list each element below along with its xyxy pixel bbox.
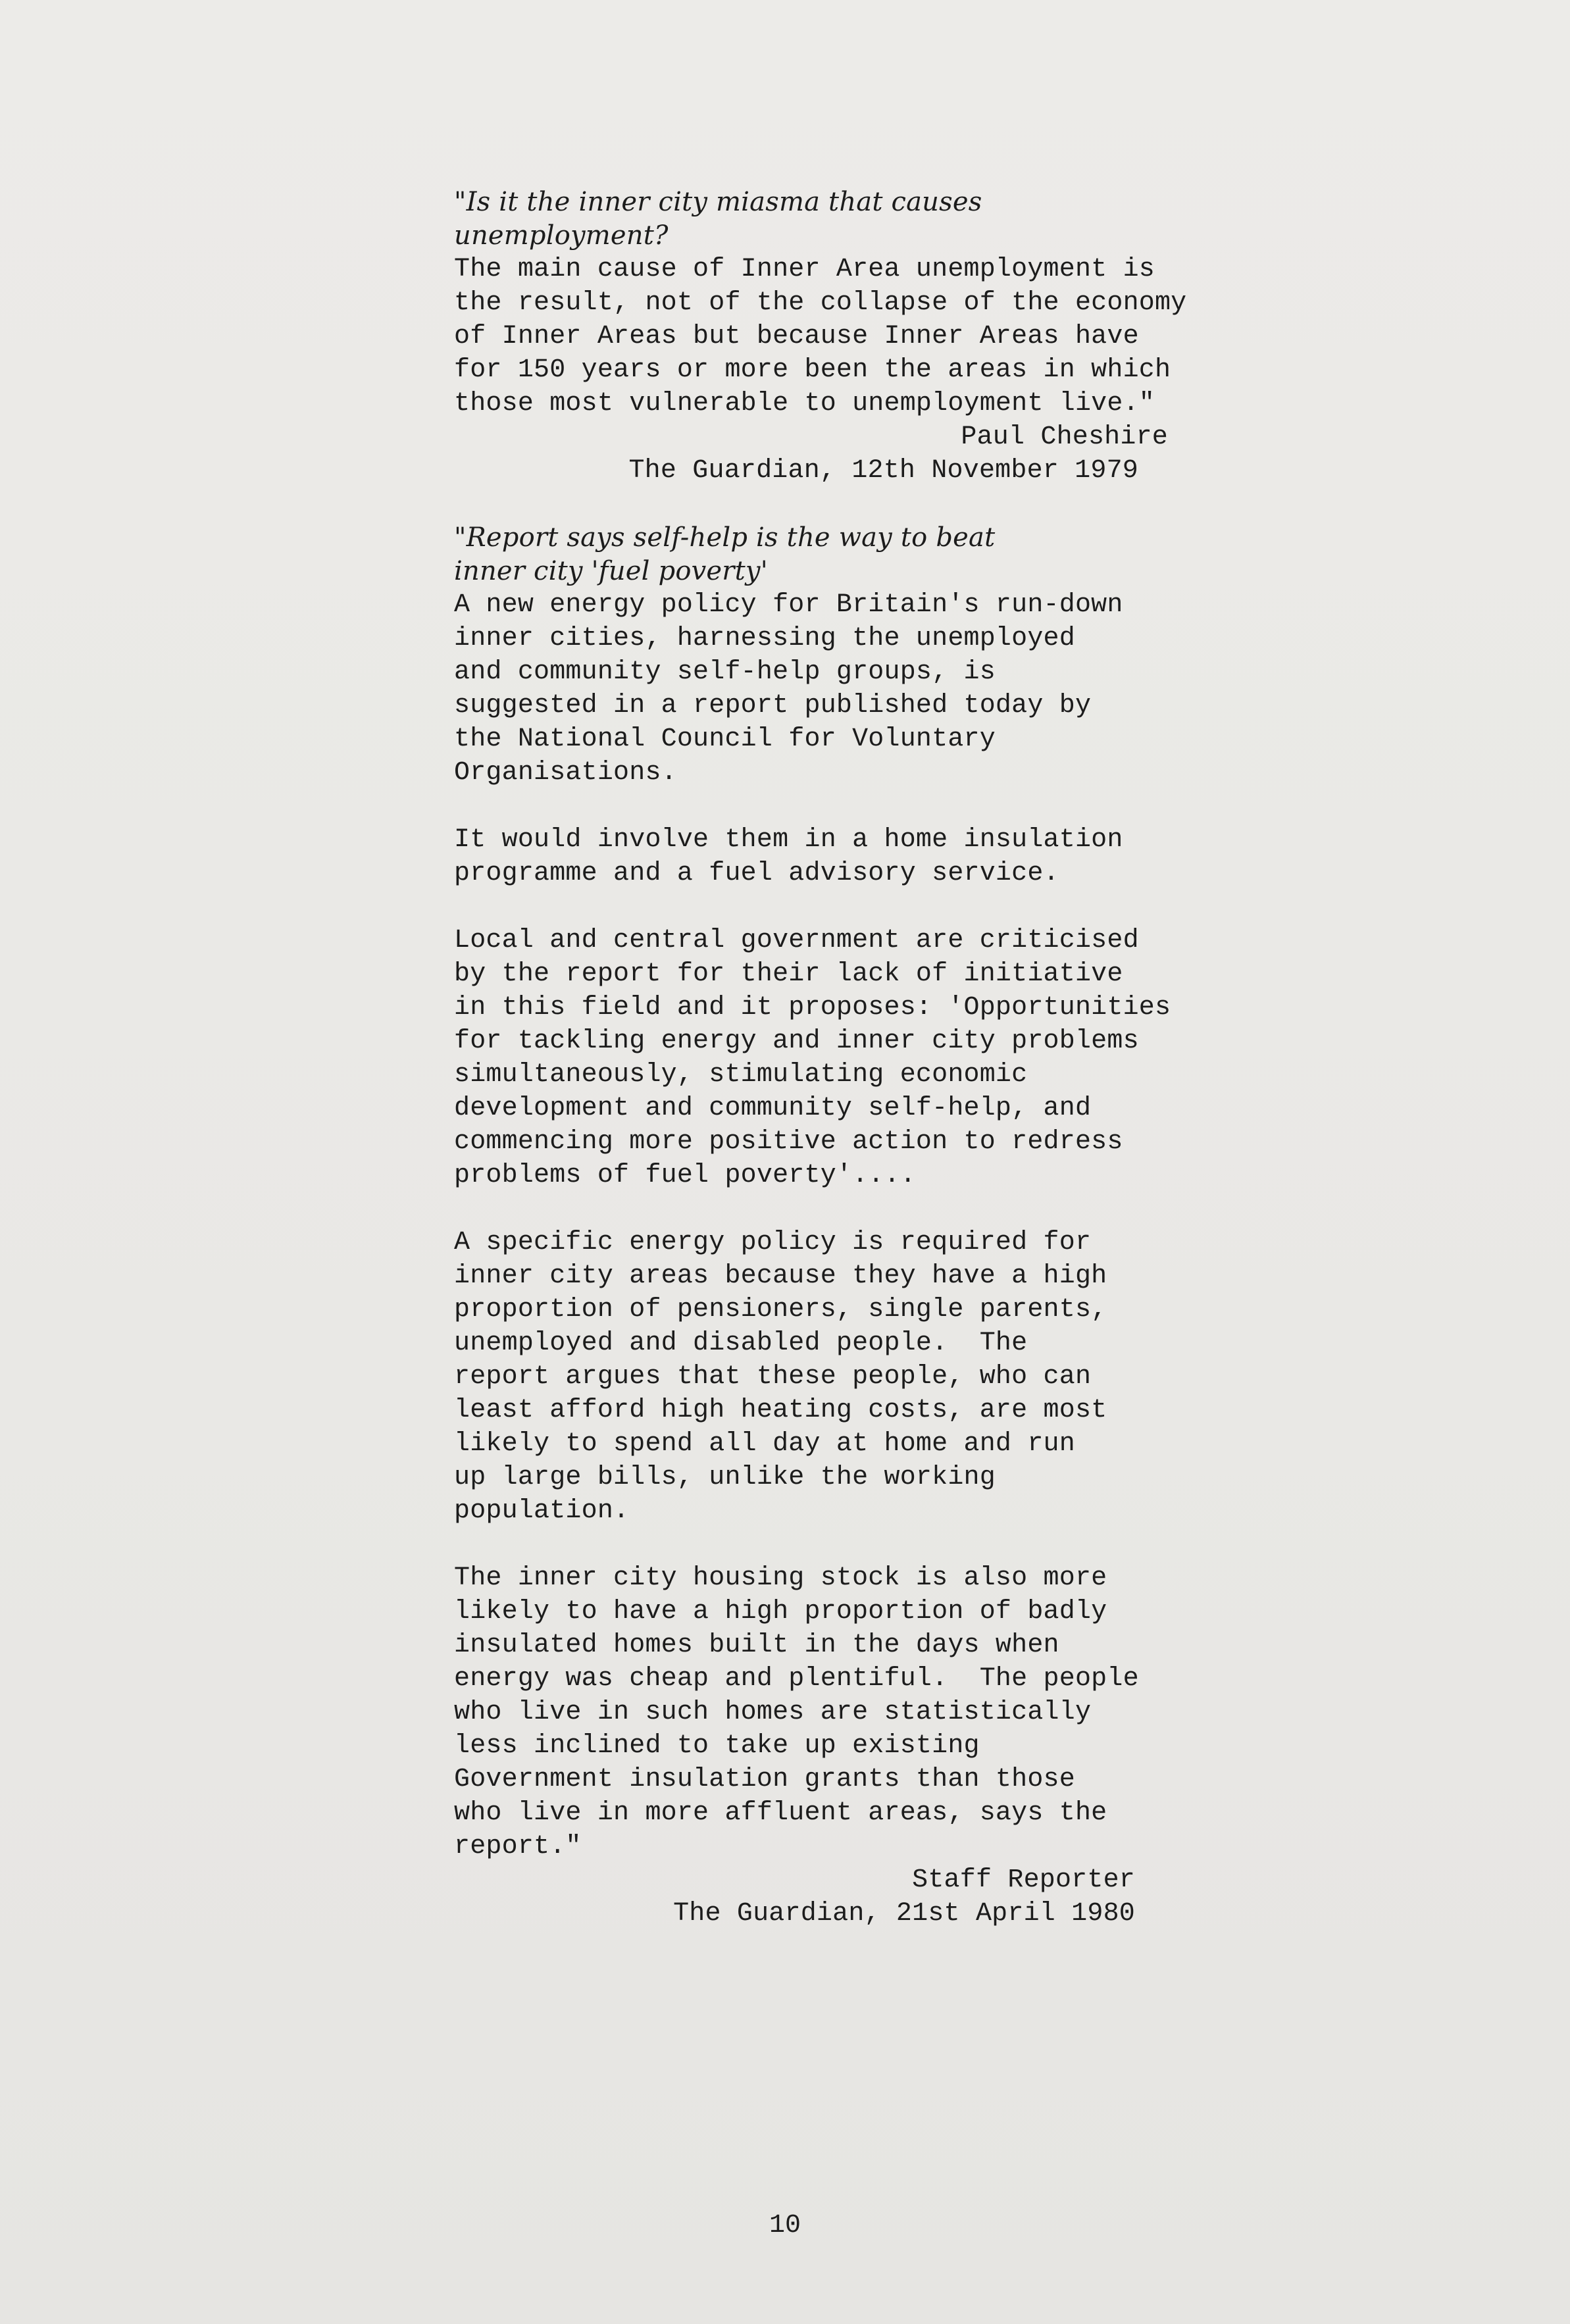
quote1-source: The Guardian, 12th November 1979 bbox=[628, 456, 1138, 486]
spacer bbox=[454, 790, 1244, 823]
quote2-paragraph4-line: inner city areas because they have a high bbox=[454, 1261, 1107, 1291]
quote2-paragraph5-line: Government insulation grants than those bbox=[454, 1765, 1075, 1794]
quote2-paragraph3-line: problems of fuel poverty'.... bbox=[454, 1161, 916, 1190]
quote2-paragraph1-line: inner cities, harnessing the unemployed bbox=[454, 624, 1075, 653]
quote2-paragraph2-line: It would involve them in a home insulation bbox=[454, 825, 1123, 855]
spacer bbox=[454, 1192, 1244, 1226]
quote2-paragraph2-line: programme and a fuel advisory service. bbox=[454, 859, 1059, 888]
page-number: 10 bbox=[769, 2211, 801, 2240]
quote2-paragraph5-line: insulated homes built in the days when bbox=[454, 1630, 1059, 1660]
quote2-paragraph3-line: by the report for their lack of initiative bbox=[454, 959, 1123, 989]
quote1-author: Paul Cheshire bbox=[961, 422, 1168, 452]
quote2-paragraph5-line: energy was cheap and plentiful. The people bbox=[454, 1664, 1139, 1694]
spacer bbox=[454, 1528, 1244, 1561]
quote2-source: The Guardian, 21st April 1980 bbox=[673, 1899, 1135, 1929]
quote2-headline-line: inner city 'fuel poverty' bbox=[454, 556, 768, 586]
quote1-headline-line: "Is it the inner city miasma that causes bbox=[454, 187, 982, 217]
quote2-paragraph3-line: for tackling energy and inner city problems bbox=[454, 1026, 1139, 1056]
quote2-paragraph5-line: likely to have a high proportion of badly bbox=[454, 1597, 1107, 1627]
quote2-headline-line: "Report says self-help is the way to beat bbox=[454, 522, 996, 553]
quote1-headline-line: unemployment? bbox=[454, 220, 669, 251]
quote2-paragraph5-line: who live in more affluent areas, says the bbox=[454, 1798, 1107, 1828]
quote1-body-line: for 150 years or more been the areas in which bbox=[454, 355, 1171, 385]
quote2-paragraph4-line: least afford high heating costs, are most bbox=[454, 1396, 1107, 1425]
quote1-body-line: the result, not of the collapse of the economy bbox=[454, 288, 1187, 318]
quote2-paragraph1-line: the National Council for Voluntary bbox=[454, 724, 996, 754]
quote2-paragraph3-line: simultaneously, stimulating economic bbox=[454, 1060, 1028, 1090]
quote2-paragraph4-line: likely to spend all day at home and run bbox=[454, 1429, 1075, 1459]
quote2-paragraph4-line: population. bbox=[454, 1496, 630, 1526]
quote2-author: Staff Reporter bbox=[912, 1865, 1135, 1895]
quote2-paragraph5-line: report." bbox=[454, 1832, 582, 1861]
quote2-paragraph1-line: and community self-help groups, is bbox=[454, 657, 996, 687]
quote2-paragraph3-line: commencing more positive action to redress bbox=[454, 1127, 1123, 1157]
article-text bbox=[454, 186, 1244, 1931]
quote2-paragraph5-line: less inclined to take up existing bbox=[454, 1731, 980, 1761]
spacer bbox=[454, 890, 1244, 924]
quote2-paragraph1-line: A new energy policy for Britain's run-down bbox=[454, 590, 1123, 620]
quote2-paragraph4-line: report argues that these people, who can bbox=[454, 1362, 1092, 1392]
spacer bbox=[454, 488, 1244, 521]
quote1-body-line: The main cause of Inner Area unemployment is bbox=[454, 255, 1155, 284]
quote2-paragraph1-line: suggested in a report published today by bbox=[454, 691, 1092, 720]
quote2-paragraph3-line: Local and central government are criticised bbox=[454, 926, 1139, 955]
quote2-paragraph3-line: development and community self-help, and bbox=[454, 1094, 1092, 1123]
quote2-paragraph4-line: up large bills, unlike the working bbox=[454, 1463, 996, 1492]
quote2-paragraph5-line: The inner city housing stock is also more bbox=[454, 1563, 1107, 1593]
quote2-paragraph4-line: proportion of pensioners, single parents, bbox=[454, 1295, 1107, 1325]
quote2-paragraph1-line: Organisations. bbox=[454, 758, 677, 788]
quote1-body-line: of Inner Areas but because Inner Areas have bbox=[454, 322, 1139, 351]
quote2-paragraph4-line: A specific energy policy is required for bbox=[454, 1228, 1092, 1257]
quote1-body-line: those most vulnerable to unemployment live." bbox=[454, 389, 1155, 418]
quote2-paragraph3-line: in this field and it proposes: 'Opportunities bbox=[454, 993, 1171, 1023]
quote2-paragraph4-line: unemployed and disabled people. The bbox=[454, 1328, 1028, 1358]
quote2-paragraph5-line: who live in such homes are statistically bbox=[454, 1698, 1092, 1727]
